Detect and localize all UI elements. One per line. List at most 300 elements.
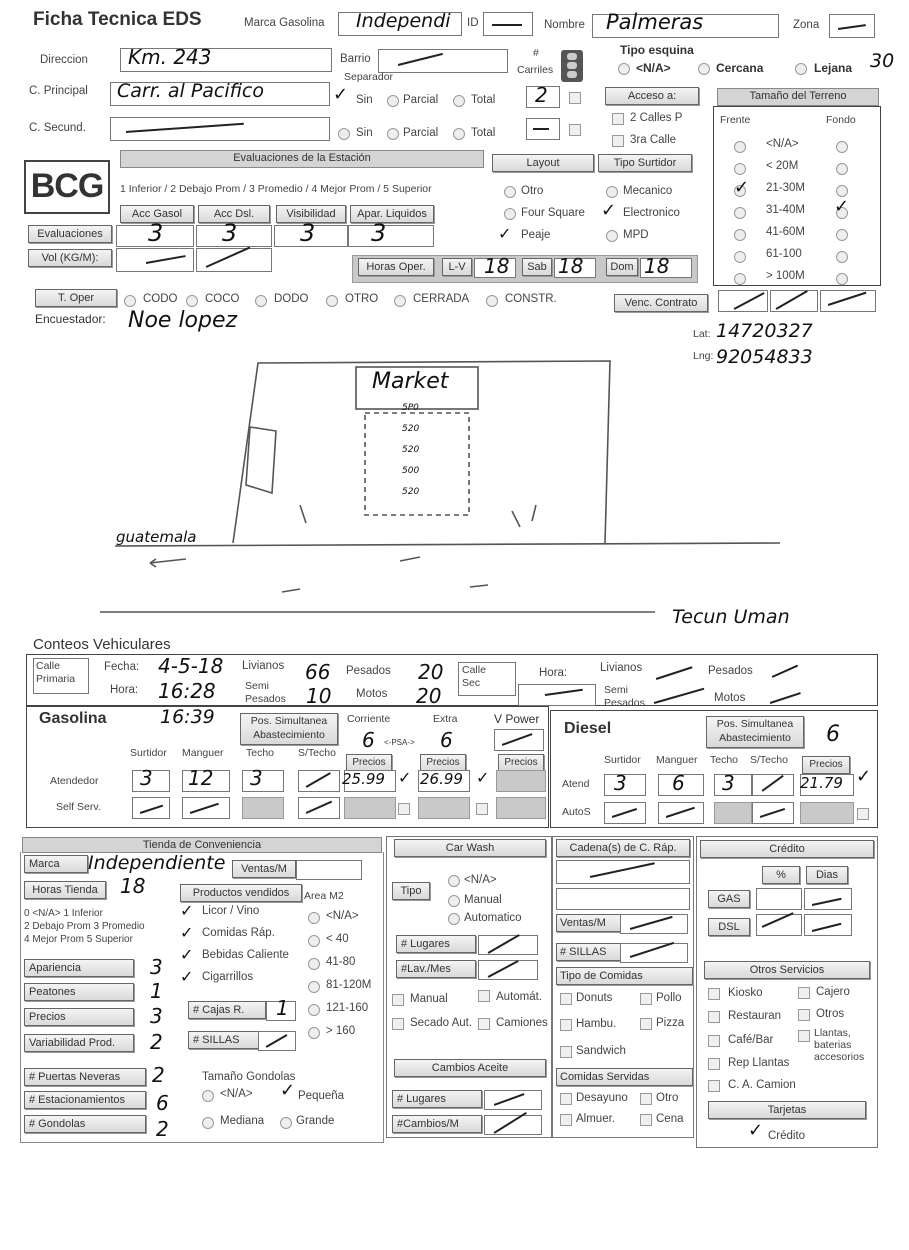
diesel-at-manguer-value: 6 (672, 771, 685, 795)
cambios-header: Cambios Aceite (394, 1059, 546, 1077)
gas-precio-corr-check: ✓ (398, 768, 412, 787)
bcg-logo: BCG (24, 160, 110, 214)
tienda-horas-value: 18 (120, 874, 146, 898)
tipo-pizza-check[interactable] (640, 1018, 652, 1030)
otros-camion-check[interactable] (708, 1080, 720, 1092)
barrio-label: Barrio (340, 53, 371, 65)
otros-otros-check[interactable] (798, 1009, 810, 1021)
otros-camion-label: C. A. Camion (728, 1079, 796, 1091)
tg-pequena-label: Pequeña (298, 1090, 345, 1102)
marca-value: Independi (356, 10, 451, 32)
gasolina-vpower-label: V Power (494, 712, 540, 726)
area-radio-3[interactable] (308, 981, 320, 993)
otros-cafe-label: Café/Bar (728, 1034, 774, 1046)
cs-carriles-check[interactable] (569, 124, 581, 136)
tipo-donuts-check[interactable] (560, 993, 572, 1005)
otros-kiosko-label: Kiosko (728, 987, 763, 999)
carwash-camiones-check[interactable] (478, 1018, 490, 1030)
sin-check-mark: ✓ (333, 84, 349, 105)
otros-llantas-label: Llantas, baterias accesorios (814, 1027, 865, 1063)
toper-opt-3: OTRO (345, 293, 379, 305)
producto-check-0: ✓ (180, 901, 194, 920)
cadena-field-1[interactable] (556, 860, 690, 884)
carwash-secado-check[interactable] (392, 1018, 404, 1030)
servidas-almuer-check[interactable] (560, 1114, 572, 1126)
calles-2p-label: 2 Calles P (630, 112, 683, 124)
gas-self-c2[interactable] (476, 803, 488, 815)
diesel-pos-value: 6 (826, 722, 840, 747)
surtidor-mpd-radio[interactable] (606, 230, 618, 242)
calle-primaria-label: Calle Primaria (36, 660, 76, 685)
sketch-pump-label-1: 520 (402, 424, 420, 434)
otros-restauran-label: Restauran (728, 1010, 782, 1022)
separador-label: Separador (344, 71, 394, 83)
esquina-cercana-label: Cercana (716, 61, 764, 75)
conteos-box (26, 654, 878, 706)
tienda-gond-value: 2 (156, 1117, 169, 1141)
cs-total-radio[interactable] (453, 128, 465, 140)
credito-gas-pct[interactable] (756, 888, 802, 910)
eval-col-visibilidad: Visibilidad (276, 205, 346, 223)
producto-check-2: ✓ (180, 945, 194, 964)
layout-otro-label: Otro (521, 185, 544, 197)
toper-opt-1: COCO (205, 293, 240, 305)
horas-oper-button[interactable]: Horas Oper. (358, 258, 434, 276)
carwash-lugares-label: # Lugares (396, 935, 476, 953)
cp-parcial-radio[interactable] (387, 95, 399, 107)
horas-sab-label: Sab (522, 258, 552, 276)
gas-self-c1[interactable] (398, 803, 410, 815)
acceso-button[interactable]: Acceso a: (605, 87, 699, 105)
sketch-arrow-6 (512, 505, 536, 527)
tienda-productos-label: Productos vendidos (180, 884, 302, 902)
horas-lv-value: 18 (484, 254, 510, 278)
rating-label-2: Precios (24, 1008, 134, 1026)
gasolina-title: Gasolina (39, 710, 107, 727)
gas-self-p3[interactable] (496, 797, 546, 819)
area-radio-5[interactable] (308, 1027, 320, 1039)
t-oper-button[interactable]: T. Oper (35, 289, 117, 307)
cs-sin-radio[interactable] (338, 128, 350, 140)
tg-pequena-check: ✓ (280, 1080, 296, 1101)
tienda-sillas-label: # SILLAS (188, 1031, 260, 1049)
layout-button[interactable]: Layout (492, 154, 594, 172)
terreno-opt-0: <N/A> (766, 138, 799, 150)
rating-label-3: Variabilidad Prod. (24, 1034, 134, 1052)
form-title: Ficha Tecnica EDS (33, 9, 202, 30)
gasolina-vpower-field[interactable] (494, 729, 544, 751)
diesel-col-surtidor: Surtidor (604, 754, 641, 766)
tg-mediana-label: Mediana (220, 1115, 265, 1127)
tg-mediana-radio[interactable] (202, 1117, 214, 1129)
cambios-lugares-field[interactable] (484, 1090, 542, 1110)
diesel-col-stecho: S/Techo (750, 754, 788, 766)
cs-total-label: Total (471, 127, 496, 139)
terreno-opt-3: 31-40M (766, 204, 805, 216)
otros-cajero-check[interactable] (798, 987, 810, 999)
site-sketch (0, 355, 909, 635)
terreno-fondo-radio-6[interactable] (836, 273, 848, 285)
tipo-comidas-header: Tipo de Comidas (556, 967, 693, 985)
encuestador-value: Noe lopez (128, 308, 238, 333)
tienda-area-label: Area M2 (304, 890, 344, 902)
diesel-self-3[interactable] (714, 802, 752, 824)
id-dash (492, 24, 522, 26)
tienda-estac-value: 6 (156, 1091, 169, 1115)
esquina-na-label: <N/A> (636, 61, 671, 75)
sketch-side-lot (246, 427, 276, 493)
rating-value-2: 3 (150, 1004, 163, 1028)
tarjetas-credito-check: ✓ (748, 1120, 764, 1141)
sketch-road-top (115, 543, 780, 546)
traffic-light-icon (561, 50, 583, 82)
lat-label: Lat: (693, 328, 711, 340)
cs-carriles-dash (533, 128, 549, 130)
diesel-precios: Precios (802, 756, 850, 774)
terreno-frente-radio-0[interactable] (734, 141, 746, 153)
diesel-precio-check: ✓ (856, 766, 872, 787)
direccion-label: Direccion (40, 54, 88, 66)
tienda-neveras-label: # Puertas Neveras (24, 1068, 146, 1086)
carwash-manual-check[interactable] (392, 994, 404, 1006)
toper-radio-4[interactable] (394, 295, 406, 307)
area-radio-1[interactable] (308, 935, 320, 947)
carwash-na-radio[interactable] (448, 875, 460, 887)
rating-value-3: 2 (150, 1030, 163, 1054)
hora2-field[interactable] (518, 684, 596, 706)
sketch-arrow-4 (470, 585, 488, 587)
motos-value: 20 (416, 684, 442, 708)
diesel-col-techo: Techo (710, 754, 739, 766)
toper-opt-5: CONSTR. (505, 293, 557, 305)
carwash-camiones-label: Camiones (496, 1017, 548, 1029)
diesel-autos-label: AutoS (562, 806, 591, 818)
sketch-pump-label-0: 5P0 (402, 403, 419, 413)
terreno-fondo-radio-0[interactable] (836, 141, 848, 153)
tipo-pollo-label: Pollo (656, 992, 682, 1004)
terreno-fondo-radio-4[interactable] (836, 229, 848, 241)
servidas-desayuno-label: Desayuno (576, 1092, 628, 1104)
gasolina-col-techo: Techo (246, 747, 275, 759)
tienda-marca-value: Independiente (88, 852, 226, 874)
otros-rep-llantas-label: Rep Llantas (728, 1057, 790, 1069)
eval-header: Evaluaciones de la Estación (120, 150, 484, 168)
layout-otro-radio[interactable] (504, 186, 516, 198)
rating-value-1: 1 (150, 979, 163, 1003)
diesel-at-surtidor-value: 3 (614, 771, 627, 795)
gas-at-manguer-value: 12 (188, 766, 214, 790)
horas-lv-label: L-V (442, 258, 472, 276)
tienda-tam-gond-label: Tamaño Gondolas (202, 1071, 296, 1083)
terreno-frente-radio-3[interactable] (734, 207, 746, 219)
vol-button[interactable]: Vol (KG/M): (28, 249, 112, 267)
sketch-arrow-2 (400, 557, 420, 561)
tg-grande-radio[interactable] (280, 1117, 292, 1129)
c-secund-label: C. Secund. (29, 122, 86, 134)
pesados2-label: Pesados (708, 665, 753, 677)
diesel-pos-sim: Pos. Simultanea Abastecimiento (706, 716, 804, 748)
rating-label-0: Apariencia (24, 959, 134, 977)
servidas-cena-check[interactable] (640, 1114, 652, 1126)
tg-na-label: <N/A> (220, 1088, 253, 1100)
esquina-cercana-radio[interactable] (698, 63, 710, 75)
terreno-frente-radio-5[interactable] (734, 251, 746, 263)
venc-field-3[interactable] (820, 290, 876, 312)
otros-restauran-check[interactable] (708, 1011, 720, 1023)
credito-gas-label: GAS (708, 890, 750, 908)
tienda-cajas-label: # Cajas R. (188, 1001, 266, 1019)
diesel-precio-value: 21.79 (800, 774, 843, 792)
cadena-header: Cadena(s) de C. Ráp. (556, 839, 690, 857)
tienda-ventas-label: Ventas/M (232, 860, 296, 878)
gasolina-col-manguer: Manguer (182, 747, 224, 759)
gas-self-p2[interactable] (418, 797, 470, 819)
cadena-sillas-field[interactable] (620, 943, 688, 963)
area-label-0: <N/A> (326, 910, 359, 922)
sketch-arrow-3 (282, 589, 300, 592)
lng-label: Lng: (693, 350, 714, 362)
calles-2p-check[interactable] (612, 113, 624, 125)
cs-sin-label: Sin (356, 127, 373, 139)
carwash-lavmes-field[interactable] (478, 960, 538, 980)
calle-sec-label: Calle Sec (462, 664, 486, 689)
surtidor-mecanico-radio[interactable] (606, 186, 618, 198)
eval-field-4[interactable] (348, 225, 434, 247)
eval-value-1: 3 (148, 219, 164, 247)
terreno-opt-4: 41-60M (766, 226, 805, 238)
cadena-field-2[interactable] (556, 888, 690, 910)
area-radio-2[interactable] (308, 958, 320, 970)
tipo-pollo-check[interactable] (640, 993, 652, 1005)
livianos2-label: Livianos (600, 662, 643, 674)
gasolina-corriente-value: 6 (362, 728, 375, 752)
sketch-arrow-1 (150, 559, 186, 567)
nombre-label: Nombre (544, 19, 585, 31)
tipo-surtidor-button[interactable]: Tipo Surtidor (598, 154, 692, 172)
gasolina-corriente-label: Corriente (347, 713, 391, 725)
motos-label: Motos (356, 688, 388, 700)
diesel-self-check[interactable] (857, 808, 869, 820)
tienda-cajas-value: 1 (276, 996, 289, 1020)
tarjetas-credito-label: Crédito (768, 1130, 806, 1142)
cambios-m-label: #Cambios/M (392, 1115, 482, 1133)
carwash-automat-label: Automát. (496, 991, 543, 1003)
gas-self-stecho[interactable] (298, 797, 340, 819)
gas-at-stecho[interactable] (298, 770, 340, 792)
layout-peaje-label: Peaje (521, 229, 551, 241)
barrio-field[interactable] (378, 49, 508, 73)
encuestador-label: Encuestador: (35, 312, 106, 326)
eval-value-4: 3 (371, 219, 387, 247)
frente-check-mark: ✓ (734, 177, 750, 198)
carwash-manual-radio[interactable] (448, 895, 460, 907)
eval-col-acc-gasol: Acc Gasol (120, 205, 194, 223)
venc-contrato-button[interactable]: Venc. Contrato (614, 294, 708, 312)
cp-carriles-value: 2 (535, 83, 548, 107)
terreno-frente-radio-1[interactable] (734, 163, 746, 175)
producto-label-1: Comidas Ráp. (202, 927, 275, 939)
cambios-lugares-label: # Lugares (392, 1090, 482, 1108)
direccion-value: Km. 243 (128, 45, 212, 69)
toper-radio-5[interactable] (486, 295, 498, 307)
surtidor-electronico-check: ✓ (601, 200, 617, 221)
carwash-auto-radio[interactable] (448, 913, 460, 925)
gas-precio-corr-value: 25.99 (342, 770, 385, 788)
hora-label: Hora: (110, 684, 139, 696)
gasolina-extra-label: Extra (433, 713, 458, 725)
sketch-pump-label-3: 500 (402, 466, 420, 476)
diesel-col-manguer: Manguer (656, 754, 698, 766)
terreno-frente-radio-4[interactable] (734, 229, 746, 241)
servidas-otro-label: Otro (656, 1092, 679, 1104)
producto-label-2: Bebidas Caliente (202, 949, 289, 961)
diesel-title: Diesel (564, 720, 612, 737)
diesel-at-stecho[interactable] (752, 774, 794, 796)
diesel-self-2[interactable] (658, 802, 704, 824)
terreno-frente-radio-6[interactable] (734, 273, 746, 285)
cp-parcial-label: Parcial (403, 94, 439, 106)
terreno-frente-label: Frente (720, 114, 751, 126)
carwash-na-label: <N/A> (464, 874, 497, 886)
eval-col-acc-dsl: Acc Dsl. (198, 205, 270, 223)
servidas-header: Comidas Servidas (556, 1068, 693, 1086)
otros-otros-label: Otros (816, 1008, 845, 1020)
tienda-ventas-field[interactable] (296, 860, 362, 880)
evaluaciones-button[interactable]: Evaluaciones (28, 225, 112, 243)
terreno-opt-5: 61-100 (766, 248, 802, 260)
area-radio-4[interactable] (308, 1004, 320, 1016)
tienda-estac-label: # Estacionamientos (24, 1091, 146, 1109)
carwash-secado-label: Secado Aut. (410, 1017, 473, 1029)
area-radio-0[interactable] (308, 912, 320, 924)
gas-self-techo[interactable] (242, 797, 284, 819)
semi-value: 10 (306, 684, 332, 708)
sketch-road-left-label: guatemala (116, 528, 197, 546)
semi2-label: Semi Pesados (604, 684, 645, 709)
fecha-value: 4-5-18 (158, 654, 224, 678)
cp-carriles-check[interactable] (569, 92, 581, 104)
diesel-self-5[interactable] (800, 802, 854, 824)
cadena-ventas-field[interactable] (620, 914, 688, 934)
layout-peaje-check: ✓ (498, 224, 512, 243)
gas-at-techo-value: 3 (250, 766, 263, 790)
diesel-atend-label: Atend (562, 778, 590, 790)
margin-note: 30 (870, 50, 895, 72)
tamano-terreno-header: Tamaño del Terreno (717, 88, 879, 106)
toper-opt-2: DODO (274, 293, 309, 305)
gas-at-techo[interactable] (242, 770, 284, 792)
tienda-horas-label: Horas Tienda (24, 881, 106, 899)
c-principal-value: Carr. al Pacifico (117, 80, 264, 102)
lng-value: 92054833 (716, 346, 813, 368)
terreno-opt-2: 21-30M (766, 182, 805, 194)
eval-value-3: 3 (300, 219, 316, 247)
tienda-header: Tienda de Conveniencia (22, 837, 382, 853)
terreno-fondo-radio-1[interactable] (836, 163, 848, 175)
pesados-label: Pesados (346, 665, 391, 677)
cs-parcial-radio[interactable] (387, 128, 399, 140)
toper-opt-4: CERRADA (413, 293, 470, 305)
gasolina-self-label: Self Serv. (56, 801, 101, 813)
tienda-gond-label: # Gondolas (24, 1115, 146, 1133)
carwash-manual-label: Manual (464, 894, 502, 906)
gas-at-surtidor-value: 3 (140, 766, 153, 790)
carwash-automat-check[interactable] (478, 990, 490, 1002)
horas-dom-value: 18 (644, 254, 670, 278)
otros-cafe-check[interactable] (708, 1035, 720, 1047)
gas-self-p1[interactable] (344, 797, 396, 819)
area-label-3: 81-120M (326, 979, 372, 991)
credito-gas-dias[interactable] (804, 888, 852, 910)
credito-header: Crédito (700, 840, 874, 858)
rating-label-1: Peatones (24, 983, 134, 1001)
producto-label-3: Cigarrillos (202, 971, 254, 983)
calle-3ra-check[interactable] (612, 135, 624, 147)
cp-total-radio[interactable] (453, 95, 465, 107)
servidas-otro-check[interactable] (640, 1093, 652, 1105)
gas-precio-extra-value: 26.99 (420, 770, 463, 788)
sketch-road-bottom-label: Tecun Uman (672, 606, 790, 628)
toper-radio-0[interactable] (124, 295, 136, 307)
carwash-lavmes-label: #Lav./Mes (396, 960, 476, 978)
horas-dom-label: Dom (606, 258, 638, 276)
terreno-fondo-radio-5[interactable] (836, 251, 848, 263)
carwash-auto-label: Automatico (464, 912, 522, 924)
toper-radio-2[interactable] (255, 295, 267, 307)
gasolina-col-stecho: S/Techo (298, 747, 336, 759)
otros-rep-llantas-check[interactable] (708, 1058, 720, 1070)
tarjetas-header: Tarjetas (708, 1101, 866, 1119)
esquina-na-radio[interactable] (618, 63, 630, 75)
toper-opt-0: CODO (143, 293, 178, 305)
cadena-sillas-label: # SILLAS (556, 943, 621, 961)
otros-llantas-check[interactable] (798, 1030, 810, 1042)
surtidor-electronico-label: Electronico (623, 207, 680, 219)
otros-kiosko-check[interactable] (708, 988, 720, 1000)
servidas-desayuno-check[interactable] (560, 1093, 572, 1105)
surtidor-mecanico-label: Mecanico (623, 185, 673, 197)
gas-precio-vpower-field[interactable] (496, 770, 546, 792)
livianos-label: Livianos (242, 660, 285, 672)
sketch-market-label: Market (372, 369, 449, 394)
gasolina-precios-vpower: Precios (498, 754, 544, 772)
conteos-title: Conteos Vehiculares (33, 636, 171, 653)
terreno-opt-1: < 20M (766, 160, 799, 172)
tienda-neveras-value: 2 (152, 1063, 165, 1087)
terreno-opt-6: > 100M (766, 270, 805, 282)
esquina-lejana-radio[interactable] (795, 63, 807, 75)
credito-dias-label: Dias (806, 866, 848, 884)
horas-sab-value: 18 (558, 254, 584, 278)
semi-label: Semi Pesados (245, 680, 286, 705)
toper-radio-3[interactable] (326, 295, 338, 307)
tipo-esquina-label: Tipo esquina (620, 43, 694, 57)
livianos-value: 66 (305, 660, 331, 684)
toper-radio-1[interactable] (186, 295, 198, 307)
id-label: ID (467, 17, 479, 29)
tg-na-radio[interactable] (202, 1090, 214, 1102)
layout-four-square-radio[interactable] (504, 208, 516, 220)
gasolina-psa: <-PSA-> (384, 738, 415, 747)
vol-field-2[interactable] (196, 248, 272, 272)
tipo-hambu-check[interactable] (560, 1019, 572, 1031)
cp-sin-label: Sin (356, 94, 373, 106)
zona-label: Zona (793, 19, 820, 31)
tipo-hambu-label: Hambu. (576, 1018, 617, 1030)
c-principal-label: C. Principal (29, 85, 88, 97)
tipo-sandwich-check[interactable] (560, 1046, 572, 1058)
tienda-scale-3: 4 Mejor Prom 5 Superior (24, 934, 133, 945)
